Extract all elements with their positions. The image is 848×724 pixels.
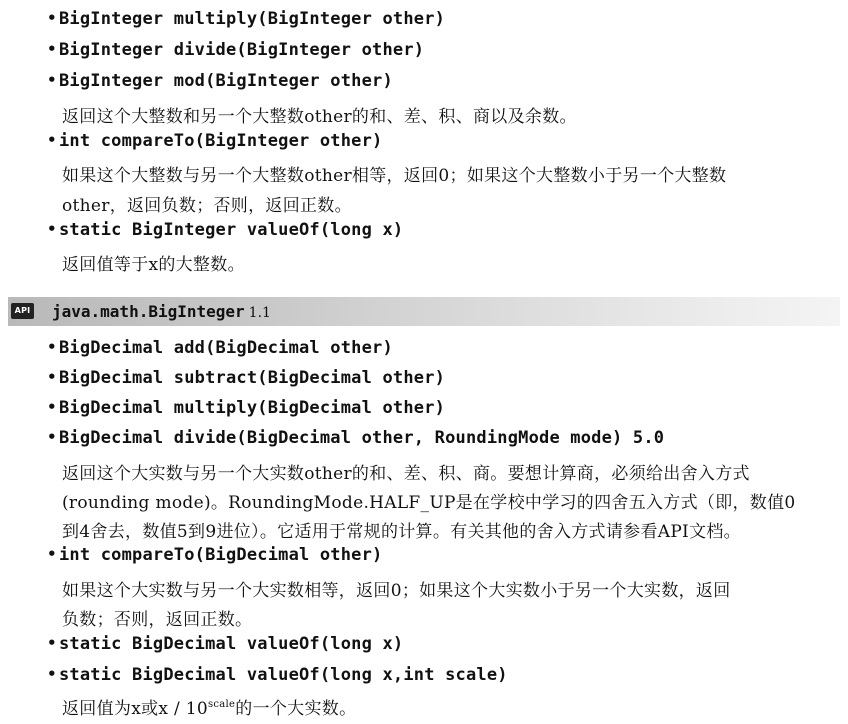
method-description: 负数；否则，返回正数。 bbox=[62, 610, 253, 630]
bullet: • bbox=[47, 398, 57, 416]
bullet: • bbox=[47, 634, 57, 652]
method-signature bbox=[47, 131, 382, 161]
bullet: • bbox=[47, 71, 57, 89]
method-description: 返回值等于x的大整数。 bbox=[62, 255, 245, 275]
api-header-bar bbox=[8, 297, 840, 326]
method-signature bbox=[47, 220, 403, 250]
method-valueof-bigdecimal: static BigDecimal valueOf(long x) bbox=[59, 634, 404, 654]
method-signature bbox=[47, 428, 664, 458]
api-class-name: java.math.BigInteger bbox=[52, 302, 245, 321]
method-multiply-biginteger: BigInteger multiply(BigInteger other) bbox=[59, 9, 446, 29]
method-signature bbox=[47, 665, 508, 695]
valueof-desc-superscript: scale bbox=[207, 699, 236, 710]
bullet: • bbox=[47, 545, 57, 563]
bullet: • bbox=[47, 338, 57, 356]
method-divide-bigdecimal: BigDecimal divide(BigDecimal other, RoundingMode mode) 5.0 bbox=[59, 428, 665, 448]
api-class-title bbox=[52, 302, 271, 321]
valueof-desc-suffix: 的一个大实数。 bbox=[235, 699, 357, 719]
method-description: 返回这个大实数与另一个大实数other的和、差、积、商。要想计算商，必须给出舍入方式 bbox=[62, 464, 750, 484]
method-description: 到4舍去，数值5到9进位）。它适用于常规的计算。有关其他的舍入方式请参看API文档。 bbox=[62, 522, 741, 542]
method-compareto-bigdecimal: int compareTo(BigDecimal other) bbox=[59, 545, 383, 565]
method-description: other，返回负数；否则，返回正数。 bbox=[62, 196, 352, 216]
api-badge-icon: API bbox=[11, 303, 34, 319]
bullet: • bbox=[47, 9, 57, 27]
method-mod-biginteger: BigInteger mod(BigInteger other) bbox=[59, 71, 393, 91]
method-signature bbox=[47, 634, 403, 664]
method-description: (rounding mode)。RoundingMode.HALF_UP是在学校中学习的四舍五入方式（即，数值0 bbox=[62, 493, 796, 513]
bullet: • bbox=[47, 40, 57, 58]
method-description bbox=[62, 694, 356, 724]
method-subtract-bigdecimal: BigDecimal subtract(BigDecimal other) bbox=[59, 368, 446, 388]
method-signature bbox=[47, 545, 382, 575]
method-signature bbox=[47, 368, 445, 398]
method-compareto-biginteger: int compareTo(BigInteger other) bbox=[59, 131, 383, 151]
method-description: 如果这个大实数与另一个大实数相等，返回0；如果这个大实数小于另一个大实数，返回 bbox=[62, 581, 731, 601]
method-multiply-bigdecimal: BigDecimal multiply(BigDecimal other) bbox=[59, 398, 446, 418]
method-add-bigdecimal: BigDecimal add(BigDecimal other) bbox=[59, 338, 393, 358]
bullet: • bbox=[47, 131, 57, 149]
method-valueof-biginteger: static BigInteger valueOf(long x) bbox=[59, 220, 404, 240]
bullet: • bbox=[47, 665, 57, 683]
method-signature bbox=[47, 40, 424, 70]
method-signature bbox=[47, 71, 393, 101]
method-signature bbox=[47, 338, 393, 368]
method-signature bbox=[47, 9, 445, 39]
valueof-desc-prefix: 返回值为x或x / 10 bbox=[62, 699, 208, 719]
method-description: 返回这个大整数和另一个大整数other的和、差、积、商以及余数。 bbox=[62, 107, 577, 127]
method-valueof-scale-bigdecimal: static BigDecimal valueOf(long x,int scale) bbox=[59, 665, 508, 685]
method-signature bbox=[47, 398, 445, 428]
bullet: • bbox=[47, 368, 57, 386]
bullet: • bbox=[47, 428, 57, 446]
method-divide-biginteger: BigInteger divide(BigInteger other) bbox=[59, 40, 425, 60]
api-version: 1.1 bbox=[248, 305, 271, 321]
bullet: • bbox=[47, 220, 57, 238]
method-description: 如果这个大整数与另一个大整数other相等，返回0；如果这个大整数小于另一个大整数 bbox=[62, 166, 727, 186]
